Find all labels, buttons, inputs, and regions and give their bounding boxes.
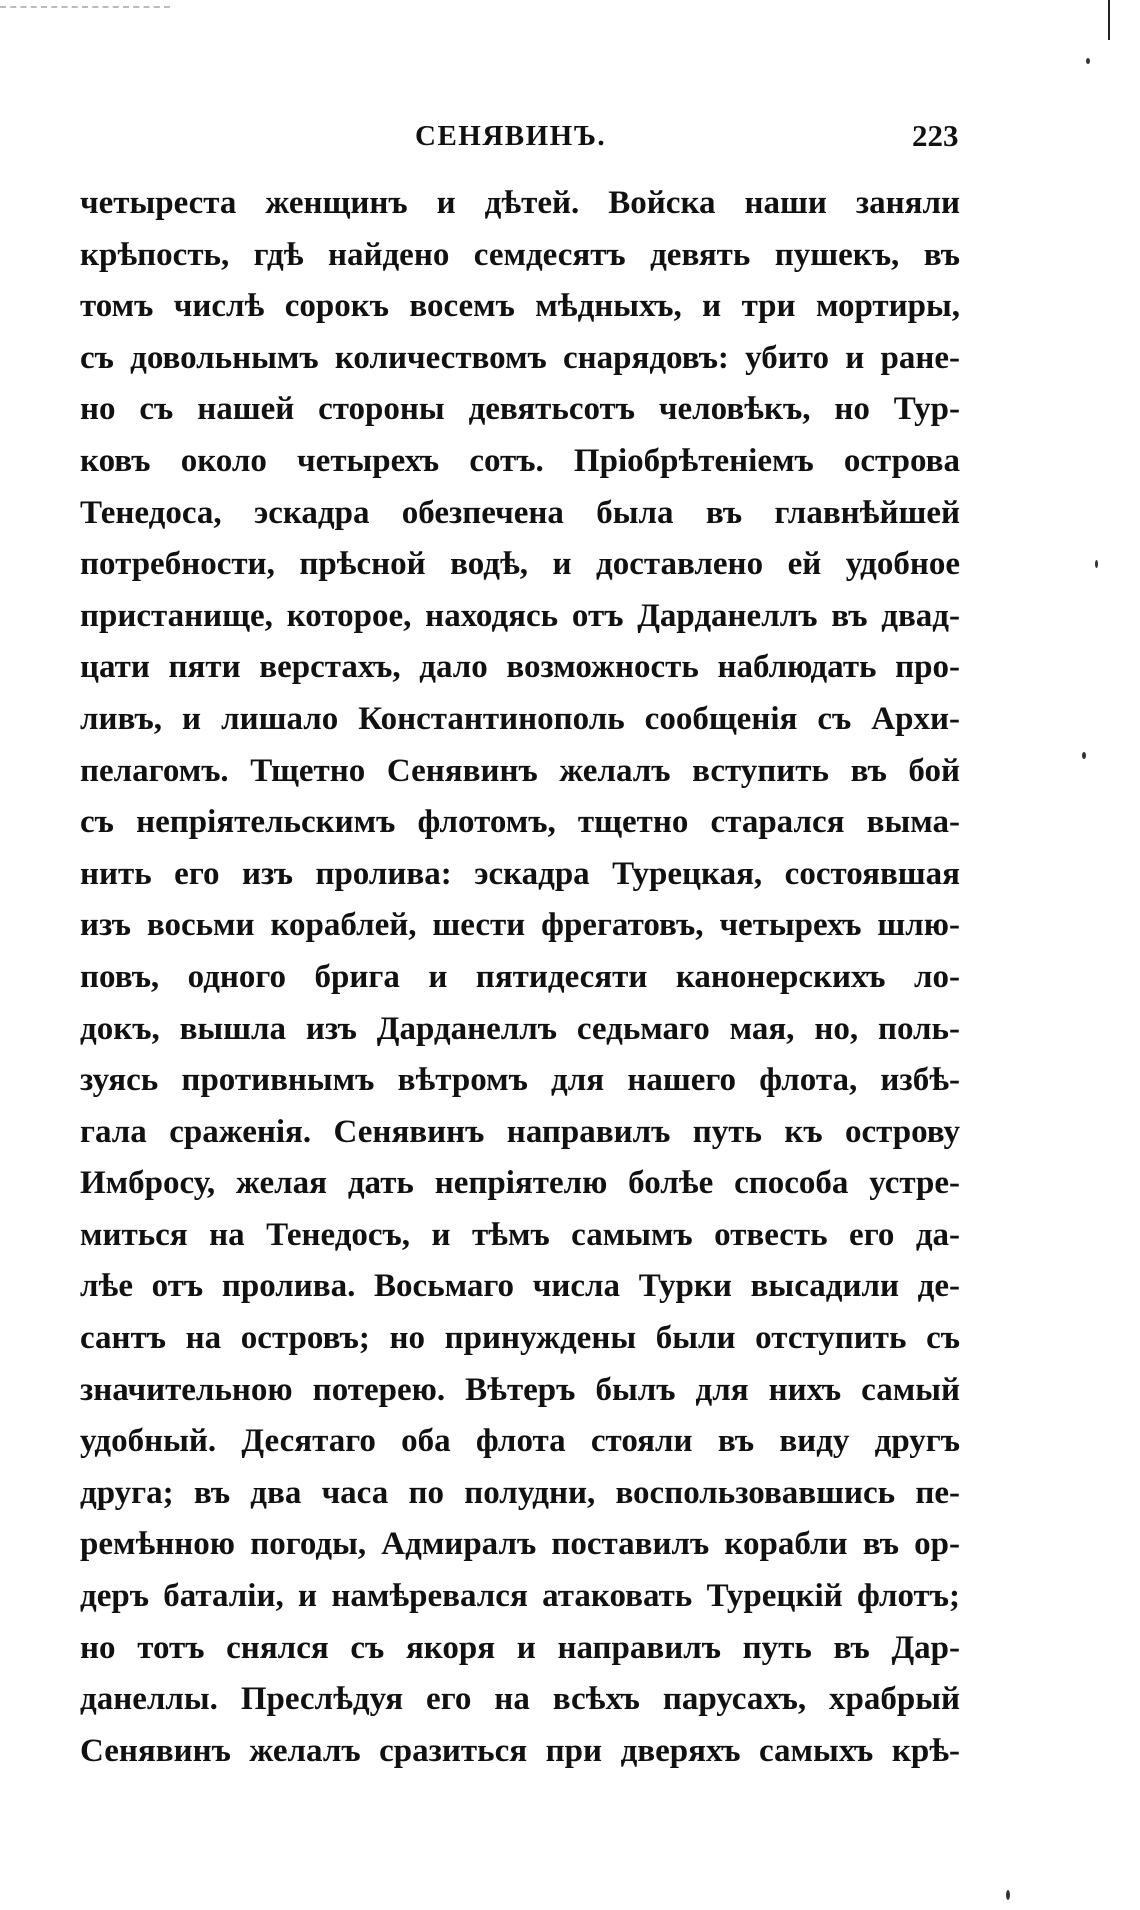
text-line: нить его изъ пролива: эскадра Турецкая, состоявшая [80,855,960,892]
text-line: ковъ около четырехъ сотъ. Пріобрѣтеніемъ острова [80,442,960,479]
text-line: крѣпость, гдѣ найдено семдесятъ девять пушекъ, въ [80,236,960,273]
text-line: но тотъ снялся съ якоря и направилъ путь въ Дар- [80,1629,960,1666]
text-line: съ довольнымъ количествомъ снарядовъ: убито и ране- [80,339,960,376]
text-line: пристанище, которое, находясь отъ Дарданеллъ въ двад- [80,597,960,634]
scan-speck [1082,752,1086,759]
text-line: значительною потерею. Вѣтеръ былъ для нихъ самый [80,1371,960,1408]
scan-speck [1006,1890,1010,1900]
text-line: миться на Тенедосъ, и тѣмъ самымъ отвесть его да- [80,1216,960,1253]
body-text [80,178,960,1777]
page-number: 223 [912,118,959,153]
scan-speck [1095,560,1098,568]
text-line: изъ восьми кораблей, шести фрегатовъ, четырехъ шлю- [80,907,960,944]
text-line: гала сраженія. Сенявинъ направилъ путь къ острову [80,1113,960,1150]
text-line: съ непріятельскимъ флотомъ, тщетно старался выма- [80,804,960,841]
text-line: четыреста женщинъ и дѣтей. Войска наши заняли [80,185,960,221]
text-line: лѣе отъ пролива. Восьмаго числа Турки высадили де- [80,1268,960,1305]
text-line: докъ, вышла изъ Дарданеллъ седьмаго мая, но, поль- [80,1010,960,1047]
text-line: сантъ на островъ; но принуждены были отступить съ [80,1320,960,1357]
scan-speck [1086,58,1090,64]
text-line: Сенявинъ желалъ сразиться при дверяхъ самыхъ крѣ- [80,1732,960,1769]
text-line: Тенедоса, эскадра обезпечена была въ главнѣйшей [80,494,960,531]
text-line: друга; въ два часа по полудни, воспользовавшись пе- [80,1474,960,1511]
running-head [0,110,1140,160]
text-line: но съ нашей стороны девятьсотъ человѣкъ, но Тур- [80,391,960,428]
text-line: ремѣнною погоды, Адмиралъ поставилъ корабли въ op- [80,1526,960,1563]
text-line: Имбросу, желая дать непріятелю болѣе способа устре- [80,1165,960,1202]
text-line: повъ, одного брига и пятидесяти канонерскихъ ло- [80,958,960,995]
page-edge-line [1108,0,1110,40]
running-title: СЕНЯВИНЪ. [415,120,607,152]
text-line: пелагомъ. Тщетно Сенявинъ желалъ вступить въ бой [80,752,960,789]
text-line: цати пяти верстахъ, дало возможность наблюдать про- [80,649,960,686]
text-line: удобный. Десятаго оба флота стояли въ виду другъ [80,1423,960,1460]
text-line: потребности, прѣсной водѣ, и доставлено ей удобное [80,546,960,583]
text-line: зуясь противнымъ вѣтромъ для нашего флота, избѣ- [80,1062,960,1099]
scan-edge-mark [0,6,170,8]
text-line: ливъ, и лишало Константинополь сообщенія съ Архи- [80,700,960,737]
text-line: деръ баталіи, и намѣревался атаковать Турецкій флотъ; [80,1578,960,1615]
text-line: данеллы. Преслѣдуя его на всѣхъ парусахъ, храбрый [80,1681,960,1718]
text-line: томъ числѣ сорокъ восемъ мѣдныхъ, и три мортиры, [80,288,960,325]
